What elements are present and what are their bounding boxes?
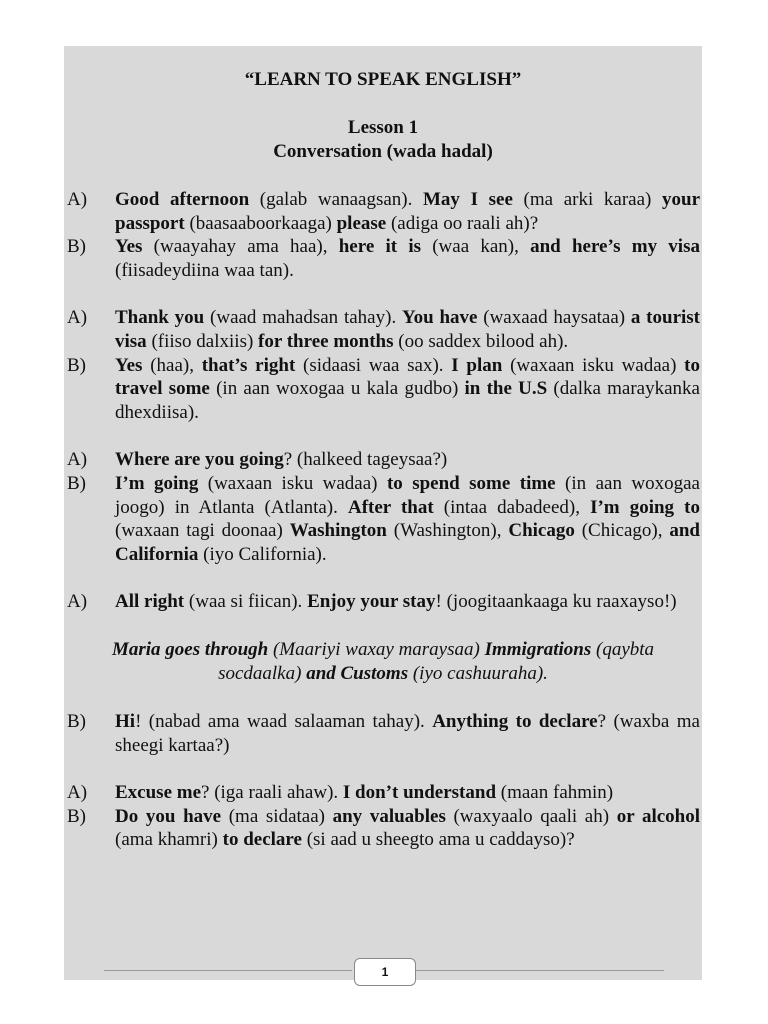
gloss-text: (waxaan isku wadaa)	[198, 472, 387, 494]
page-footer	[104, 958, 664, 984]
bold-phrase: I’m going to	[590, 496, 700, 518]
bold-phrase: Washington	[289, 520, 387, 542]
dialog-line	[64, 710, 702, 757]
gloss-text: (ma arki karaa)	[512, 189, 663, 210]
gloss-text: (galab wanaagsan).	[249, 189, 423, 210]
bold-phrase: All right	[115, 591, 185, 613]
gloss-text: (iyo California).	[198, 543, 327, 565]
dialog-text	[115, 805, 702, 852]
bold-phrase: for three months	[258, 330, 394, 352]
dialog-text	[115, 448, 702, 472]
speaker-label: B)	[67, 805, 86, 827]
document-page	[64, 46, 702, 980]
gloss-text: (waxaan isku wadaa)	[502, 354, 685, 376]
bold-phrase: Enjoy your stay	[307, 591, 436, 613]
speaker-label: B)	[67, 354, 86, 376]
bold-phrase: I plan	[451, 354, 503, 376]
speaker-label: A)	[67, 307, 88, 329]
spacer	[64, 282, 702, 306]
bold-phrase: or alcohol	[616, 805, 701, 827]
dialog-text	[115, 354, 702, 425]
bold-phrase: Maria goes through	[111, 638, 269, 660]
gloss-text: (Maariyi waxay maraysaa)	[268, 638, 485, 660]
gloss-text: (waa kan),	[421, 236, 531, 258]
bold-phrase: and here’s my visa	[530, 236, 700, 258]
speaker-label: B)	[67, 236, 86, 258]
gloss-text: ! (nabad ama waad salaaman tahay).	[135, 710, 433, 732]
dialog-text	[115, 710, 702, 757]
bold-phrase: Chicago	[508, 520, 575, 542]
gloss-text: (iyo cashuuraha).	[408, 662, 548, 684]
gloss-text: (adiga oo raali ah)?	[386, 212, 539, 234]
bold-phrase: Do you have	[115, 805, 222, 827]
speaker-label: A)	[67, 189, 88, 210]
dialog-line	[64, 781, 702, 805]
speaker-label: A)	[67, 591, 88, 613]
document-title: “LEARN TO SPEAK ENGLISH”	[244, 69, 522, 90]
dialog-line	[64, 306, 702, 353]
dialog-text	[115, 590, 702, 614]
bold-phrase: Good afternoon	[115, 189, 250, 210]
dialog-text	[115, 235, 702, 282]
page-number: 1	[354, 958, 416, 986]
dialog-list	[64, 188, 702, 852]
dialog-line	[64, 472, 702, 566]
bold-phrase: Hi	[115, 710, 136, 732]
spacer	[64, 757, 702, 781]
bold-phrase: Yes	[115, 354, 143, 376]
bold-phrase: and California	[115, 520, 700, 565]
gloss-text: (in aan woxogaa joogo) in Atlanta (Atlanta).	[115, 472, 700, 518]
gloss-text: (maan fahmin)	[496, 782, 614, 804]
lesson-subtitle: Conversation (wada hadal)	[273, 141, 493, 162]
page-content	[64, 68, 702, 852]
gloss-text: (waayahay ama haa),	[142, 236, 339, 258]
gloss-text: (fiiso dalxiis)	[146, 330, 259, 352]
speaker-label: B)	[67, 710, 86, 732]
spacer	[64, 614, 702, 638]
dialog-line	[64, 354, 702, 425]
dialog-line	[64, 448, 702, 472]
bold-phrase: Excuse me	[115, 782, 202, 804]
bold-phrase: May I see	[423, 189, 513, 210]
bold-phrase: in the U.S	[464, 378, 548, 400]
bold-phrase: please	[336, 212, 387, 234]
gloss-text: (waad mahadsan tahay).	[204, 307, 402, 329]
bold-phrase: I don’t understand	[342, 782, 497, 804]
dialog-text	[115, 781, 702, 805]
gloss-text: ? (waxba ma sheegi kartaa?)	[115, 710, 700, 756]
bold-phrase: that’s right	[201, 354, 296, 376]
bold-phrase: to spend some time	[386, 472, 556, 494]
gloss-text: ? (iga raali ahaw).	[201, 782, 343, 804]
gloss-text: (intaa dabadeed),	[433, 496, 591, 518]
speaker-label: A)	[67, 449, 88, 471]
gloss-text: (oo saddex bilood ah).	[393, 330, 569, 352]
speaker-label: A)	[67, 782, 88, 804]
gloss-text: (ama khamri)	[115, 829, 223, 851]
gloss-text: (in aan woxogaa u kala gudbo)	[209, 378, 465, 400]
spacer	[64, 686, 702, 710]
spacer	[64, 424, 702, 448]
dialog-text	[115, 306, 702, 353]
bold-phrase: a tourist visa	[115, 307, 701, 352]
gloss-text: (ma sidataa)	[221, 805, 333, 827]
bold-phrase: After that	[347, 496, 434, 518]
bold-phrase: here it is	[338, 236, 421, 258]
gloss-text: (dalka maraykanka dhexdiisa).	[115, 378, 700, 423]
gloss-text: (baasaaboorkaaga)	[184, 212, 337, 234]
gloss-text: (sidaasi waa sax).	[295, 354, 452, 376]
bold-phrase: Immigrations	[484, 638, 592, 660]
gloss-text: (waxyaalo qaali ah)	[445, 805, 617, 827]
gloss-text: (Washington),	[386, 520, 509, 542]
gloss-text: (haa),	[142, 354, 202, 376]
bold-phrase: Anything to declare	[432, 710, 598, 732]
gloss-text: ? (halkeed tageysaa?)	[283, 449, 448, 471]
dialog-text	[115, 472, 702, 566]
gloss-text: ! (joogitaankaaga ku raaxayso!)	[435, 591, 677, 613]
dialog-text	[115, 188, 702, 235]
bold-phrase: any valuables	[332, 805, 446, 827]
footer-rule-left	[104, 970, 352, 971]
speaker-label: B)	[67, 472, 86, 494]
gloss-text: (fiisadeydiina waa tan).	[115, 259, 294, 281]
gloss-text: (qaybta socdaalka)	[218, 638, 655, 684]
footer-rule-right	[416, 970, 664, 971]
gloss-text: (si aad u sheegto ama u caddayso)?	[301, 829, 575, 851]
bold-phrase: Where are you going	[115, 449, 284, 471]
dialog-line	[64, 188, 702, 235]
gloss-text: (waa si fiican).	[184, 591, 308, 613]
bold-phrase: to declare	[222, 829, 302, 851]
gloss-text: (waxaan tagi doonaa)	[115, 520, 290, 542]
dialog-line	[64, 805, 702, 852]
dialog-line	[64, 235, 702, 282]
bold-phrase: I’m going	[115, 472, 199, 494]
bold-phrase: and Customs	[306, 662, 409, 684]
gloss-text: (waxaad haysataa)	[477, 307, 631, 329]
gloss-text: (Chicago),	[574, 520, 670, 542]
lesson-heading: Lesson 1	[347, 117, 419, 138]
spacer	[64, 566, 702, 590]
dialog-line	[64, 590, 702, 614]
bold-phrase: Thank you	[115, 307, 205, 329]
bold-phrase: You have	[401, 307, 478, 329]
narration	[64, 638, 702, 686]
bold-phrase: Yes	[115, 236, 143, 258]
bold-phrase: your passport	[115, 189, 701, 234]
bold-phrase: to travel some	[115, 354, 700, 400]
